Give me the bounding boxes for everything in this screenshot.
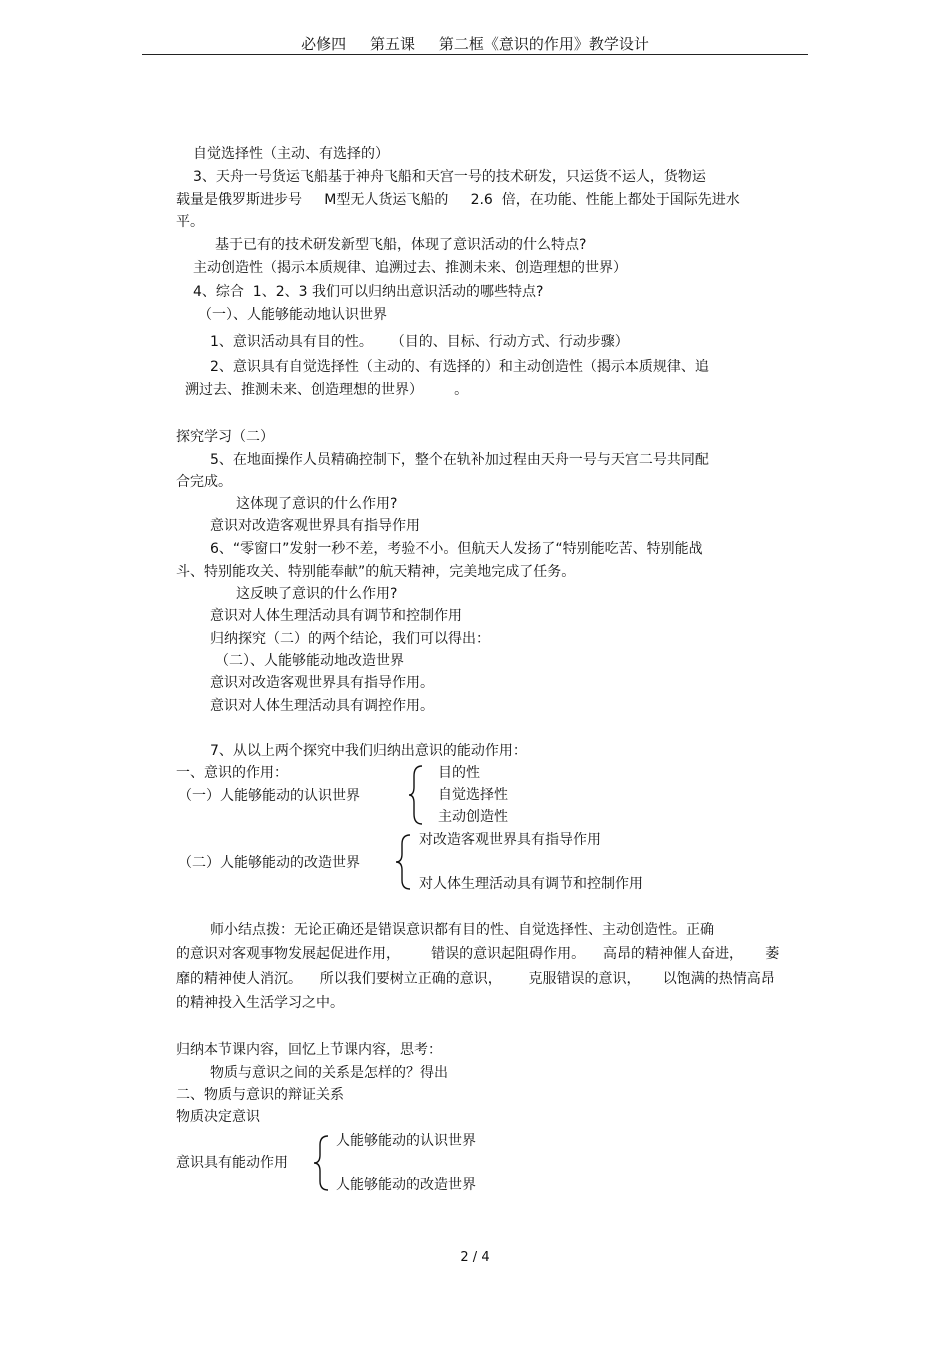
text-line: 二、物质与意识的辩证关系: [176, 1087, 344, 1103]
text-line: 师小结点拨：无论正确还是错误意识都有目的性、自觉选择性、主动创造性。正确: [210, 922, 714, 938]
text-line: （一）、人能够能动地认识世界: [198, 307, 387, 323]
text-line: 6、“零窗口”发射一秒不差，考验不小。但航天人发扬了“特别能吃苦、特别能战: [210, 541, 703, 557]
brace-icon: [394, 833, 416, 891]
text-line: 5、在地面操作人员精确控制下，整个在轨补加过程由天舟一号与天宫二号共同配: [210, 452, 709, 468]
text-line: 1、意识活动具有目的性。 （目的、目标、行动方式、行动步骤）: [210, 334, 629, 350]
text-line: 4、综合 1、2、3 我们可以归纳出意识活动的哪些特点?: [193, 284, 544, 300]
text-line: 物质与意识之间的关系是怎样的？得出: [210, 1065, 448, 1081]
diagram-label: （一）人能够能动的认识世界: [178, 788, 360, 804]
brace-icon: [312, 1134, 334, 1192]
text-line: 意识对人体生理活动具有调控作用。: [210, 698, 434, 714]
section-heading: 探究学习（二）: [176, 429, 274, 445]
diagram-item: 自觉选择性: [438, 787, 508, 803]
text-line: 自觉选择性（主动、有选择的）: [193, 146, 389, 162]
text-line: 归纳探究（二）的两个结论，我们可以得出：: [210, 631, 490, 647]
text-line: 这反映了意识的什么作用?: [236, 586, 398, 602]
diagram-item: 人能够能动的改造世界: [336, 1177, 476, 1193]
text-line: 合完成。: [176, 474, 232, 490]
text-line: 意识对改造客观世界具有指导作用: [210, 518, 420, 534]
diagram-item: 目的性: [438, 765, 480, 781]
text-line: 斗、特别能攻关、特别能奉献”的航天精神，完美地完成了任务。: [176, 564, 576, 580]
text-line: 一、意识的作用：: [176, 765, 288, 781]
page-header: 必修四 第五课 第二框《意识的作用》教学设计: [301, 35, 649, 53]
text-line: 归纳本节课内容，回忆上节课内容，思考：: [176, 1042, 442, 1058]
text-line: 主动创造性（揭示本质规律、追溯过去、推测未来、创造理想的世界）: [193, 260, 627, 276]
text-line: 2、意识具有自觉选择性（主动的、有选择的）和主动创造性（揭示本质规律、追: [210, 359, 709, 375]
text-line: 7、从以上两个探究中我们归纳出意识的能动作用：: [210, 743, 527, 759]
diagram-item: 人能够能动的认识世界: [336, 1133, 476, 1149]
text-line: 这体现了意识的什么作用?: [236, 496, 398, 512]
page-number: 2 / 4: [460, 1250, 490, 1265]
diagram-label: 意识具有能动作用: [176, 1155, 288, 1171]
header-rule: [142, 54, 808, 55]
text-line: （二）、人能够能动地改造世界: [215, 653, 404, 669]
diagram-item: 对人体生理活动具有调节和控制作用: [419, 876, 643, 892]
text-line: 平。: [176, 214, 204, 230]
diagram-label: （二）人能够能动的改造世界: [178, 855, 360, 871]
diagram-item: 主动创造性: [438, 809, 508, 825]
text-line: 物质决定意识: [176, 1109, 260, 1125]
brace-icon: [408, 764, 430, 826]
text-line: 基于已有的技术研发新型飞船，体现了意识活动的什么特点?: [215, 237, 587, 253]
text-line: 溯过去、推测未来、创造理想的世界） 。: [185, 382, 469, 398]
diagram-item: 对改造客观世界具有指导作用: [419, 832, 601, 848]
text-line: 意识对改造客观世界具有指导作用。: [210, 675, 434, 691]
text-line: 3、天舟一号货运飞船基于神舟飞船和天宫一号的技术研发，只运货不运人，货物运: [193, 169, 706, 185]
text-line: 意识对人体生理活动具有调节和控制作用: [210, 608, 462, 624]
text-line: 的精神投入生活学习之中。: [176, 995, 344, 1011]
text-line: 的意识对客观事物发展起促进作用， 错误的意识起阻碍作用。 高昂的精神催人奋进， 萎: [176, 946, 780, 962]
text-line: 靡的精神使人消沉。 所以我们要树立正确的意识， 克服错误的意识， 以饱满的热情高昂: [176, 971, 775, 987]
text-line: 载量是俄罗斯进步号 M型无人货运飞船的 2.6 倍，在功能、性能上都处于国际先进水: [176, 192, 740, 208]
